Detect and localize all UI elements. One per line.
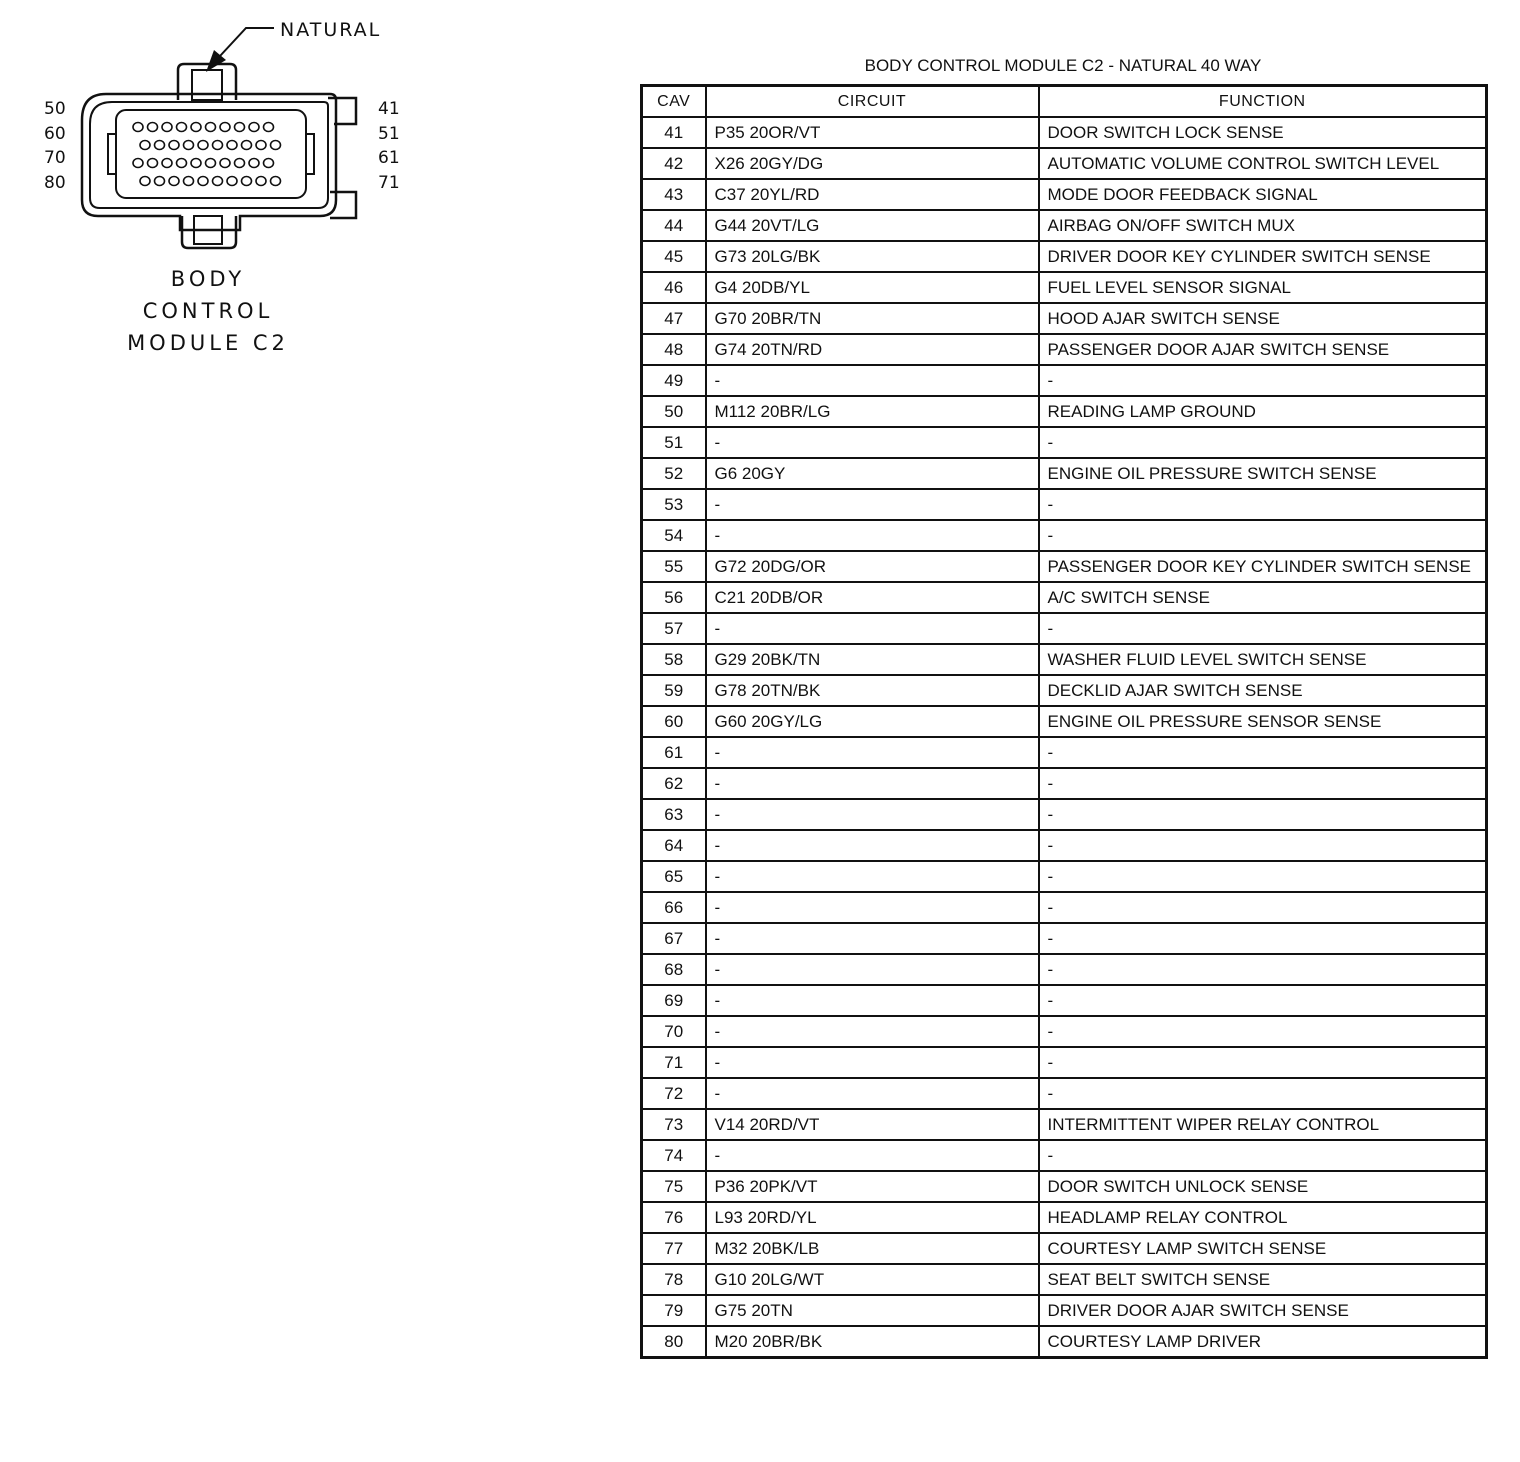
function-cell: COURTESY LAMP DRIVER bbox=[1039, 1326, 1487, 1358]
pin-number-50: 50 bbox=[44, 99, 66, 119]
function-cell: MODE DOOR FEEDBACK SIGNAL bbox=[1039, 179, 1487, 210]
pin-number-51: 51 bbox=[378, 124, 400, 144]
connector-diagram bbox=[30, 10, 410, 360]
table-row bbox=[642, 706, 1487, 737]
function-cell: DOOR SWITCH LOCK SENSE bbox=[1039, 117, 1487, 148]
header-cav: CAV bbox=[642, 86, 706, 118]
pinout-table-body bbox=[642, 117, 1487, 1358]
header-circuit: CIRCUIT bbox=[706, 86, 1039, 118]
pin-cavity bbox=[271, 177, 281, 186]
circuit-cell: - bbox=[706, 520, 1039, 551]
cavity-cell: 61 bbox=[642, 737, 706, 768]
pin-cavity bbox=[169, 177, 179, 186]
table-row bbox=[642, 613, 1487, 644]
circuit-cell: G29 20BK/TN bbox=[706, 644, 1039, 675]
table-row bbox=[642, 1295, 1487, 1326]
cavity-cell: 55 bbox=[642, 551, 706, 582]
function-cell: DOOR SWITCH UNLOCK SENSE bbox=[1039, 1171, 1487, 1202]
pin-face-right-key bbox=[306, 134, 314, 174]
pin-cavity bbox=[213, 177, 223, 186]
circuit-cell: - bbox=[706, 768, 1039, 799]
table-row bbox=[642, 117, 1487, 148]
connector-name-line-2: CONTROL bbox=[142, 299, 274, 323]
table-row bbox=[642, 1326, 1487, 1358]
table-row bbox=[642, 954, 1487, 985]
connector-name bbox=[127, 267, 289, 355]
cavity-cell: 41 bbox=[642, 117, 706, 148]
pin-number-61: 61 bbox=[378, 148, 400, 168]
function-cell: - bbox=[1039, 892, 1487, 923]
cavity-cell: 53 bbox=[642, 489, 706, 520]
circuit-cell: - bbox=[706, 1047, 1039, 1078]
pin-cavity bbox=[242, 141, 252, 150]
function-cell: - bbox=[1039, 520, 1487, 551]
table-row bbox=[642, 489, 1487, 520]
cavity-cell: 49 bbox=[642, 365, 706, 396]
table-row bbox=[642, 1233, 1487, 1264]
cavity-cell: 59 bbox=[642, 675, 706, 706]
cavity-cell: 51 bbox=[642, 427, 706, 458]
circuit-cell: G44 20VT/LG bbox=[706, 210, 1039, 241]
circuit-cell: G6 20GY bbox=[706, 458, 1039, 489]
cavity-cell: 47 bbox=[642, 303, 706, 334]
table-title: BODY CONTROL MODULE C2 - NATURAL 40 WAY bbox=[864, 56, 1262, 75]
table-row bbox=[642, 520, 1487, 551]
cavity-cell: 43 bbox=[642, 179, 706, 210]
function-cell: COURTESY LAMP SWITCH SENSE bbox=[1039, 1233, 1487, 1264]
pin-cavity bbox=[249, 159, 259, 168]
table-row bbox=[642, 1171, 1487, 1202]
pin-number-41: 41 bbox=[378, 99, 400, 119]
table-row bbox=[642, 1202, 1487, 1233]
function-cell: - bbox=[1039, 365, 1487, 396]
circuit-cell: - bbox=[706, 613, 1039, 644]
function-cell: AIRBAG ON/OFF SWITCH MUX bbox=[1039, 210, 1487, 241]
pin-number-71: 71 bbox=[378, 173, 400, 193]
table-row bbox=[642, 365, 1487, 396]
pin-cavity bbox=[242, 177, 252, 186]
circuit-cell: - bbox=[706, 892, 1039, 923]
circuit-cell: M32 20BK/LB bbox=[706, 1233, 1039, 1264]
pin-cavity bbox=[155, 141, 165, 150]
function-cell: - bbox=[1039, 1078, 1487, 1109]
table-row bbox=[642, 1047, 1487, 1078]
cavity-cell: 65 bbox=[642, 861, 706, 892]
cavity-cell: 70 bbox=[642, 1016, 706, 1047]
circuit-cell: G70 20BR/TN bbox=[706, 303, 1039, 334]
connector-housing-inner bbox=[90, 102, 328, 208]
circuit-cell: G4 20DB/YL bbox=[706, 272, 1039, 303]
cavity-cell: 71 bbox=[642, 1047, 706, 1078]
circuit-cell: - bbox=[706, 427, 1039, 458]
pin-cavity bbox=[227, 141, 237, 150]
circuit-cell: C37 20YL/RD bbox=[706, 179, 1039, 210]
cavity-cell: 57 bbox=[642, 613, 706, 644]
pin-cavity bbox=[206, 159, 216, 168]
table-row bbox=[642, 923, 1487, 954]
table-row bbox=[642, 210, 1487, 241]
cavity-cell: 42 bbox=[642, 148, 706, 179]
cavity-cell: 62 bbox=[642, 768, 706, 799]
circuit-cell: - bbox=[706, 1016, 1039, 1047]
function-cell: WASHER FLUID LEVEL SWITCH SENSE bbox=[1039, 644, 1487, 675]
pin-cavity bbox=[227, 177, 237, 186]
function-cell: - bbox=[1039, 1047, 1487, 1078]
table-row bbox=[642, 1140, 1487, 1171]
callout-leader bbox=[220, 28, 274, 56]
pin-cavity bbox=[249, 123, 259, 132]
function-cell: HOOD AJAR SWITCH SENSE bbox=[1039, 303, 1487, 334]
circuit-cell: - bbox=[706, 954, 1039, 985]
cavity-cell: 48 bbox=[642, 334, 706, 365]
pin-cavity bbox=[206, 123, 216, 132]
cavity-cell: 76 bbox=[642, 1202, 706, 1233]
pin-cavity bbox=[133, 159, 143, 168]
function-cell: FUEL LEVEL SENSOR SIGNAL bbox=[1039, 272, 1487, 303]
circuit-cell: G60 20GY/LG bbox=[706, 706, 1039, 737]
function-cell: - bbox=[1039, 427, 1487, 458]
function-cell: - bbox=[1039, 799, 1487, 830]
cavity-cell: 79 bbox=[642, 1295, 706, 1326]
function-cell: - bbox=[1039, 1140, 1487, 1171]
circuit-cell: P36 20PK/VT bbox=[706, 1171, 1039, 1202]
table-row bbox=[642, 985, 1487, 1016]
pin-cavity bbox=[235, 159, 245, 168]
circuit-cell: L93 20RD/YL bbox=[706, 1202, 1039, 1233]
function-cell: PASSENGER DOOR KEY CYLINDER SWITCH SENSE bbox=[1039, 551, 1487, 582]
function-cell: - bbox=[1039, 923, 1487, 954]
function-cell: HEADLAMP RELAY CONTROL bbox=[1039, 1202, 1487, 1233]
table-row bbox=[642, 675, 1487, 706]
cavity-cell: 80 bbox=[642, 1326, 706, 1358]
table-row bbox=[642, 768, 1487, 799]
pin-cavity bbox=[140, 141, 150, 150]
table-row bbox=[642, 1264, 1487, 1295]
pin-cavity bbox=[198, 141, 208, 150]
table-row bbox=[642, 427, 1487, 458]
connector-name-line-1: BODY bbox=[170, 267, 246, 291]
pin-cavity bbox=[256, 177, 266, 186]
function-cell: AUTOMATIC VOLUME CONTROL SWITCH LEVEL bbox=[1039, 148, 1487, 179]
table-row bbox=[642, 148, 1487, 179]
circuit-cell: C21 20DB/OR bbox=[706, 582, 1039, 613]
pin-cavity bbox=[220, 123, 230, 132]
circuit-cell: - bbox=[706, 489, 1039, 520]
circuit-cell: - bbox=[706, 799, 1039, 830]
function-cell: - bbox=[1039, 985, 1487, 1016]
connector-name-line-3: MODULE C2 bbox=[127, 331, 289, 355]
table-row bbox=[642, 1016, 1487, 1047]
table-row bbox=[642, 179, 1487, 210]
circuit-cell: V14 20RD/VT bbox=[706, 1109, 1039, 1140]
pinout-table bbox=[640, 84, 1488, 1359]
left-pin-numbers bbox=[44, 99, 66, 193]
circuit-cell: - bbox=[706, 861, 1039, 892]
pin-cavity bbox=[177, 123, 187, 132]
table-row bbox=[642, 861, 1487, 892]
pin-number-80: 80 bbox=[44, 173, 66, 193]
function-cell: ENGINE OIL PRESSURE SWITCH SENSE bbox=[1039, 458, 1487, 489]
pin-face-left-key bbox=[108, 134, 116, 174]
function-cell: DRIVER DOOR AJAR SWITCH SENSE bbox=[1039, 1295, 1487, 1326]
circuit-cell: M112 20BR/LG bbox=[706, 396, 1039, 427]
cavity-cell: 72 bbox=[642, 1078, 706, 1109]
cavity-cell: 66 bbox=[642, 892, 706, 923]
cavity-cell: 64 bbox=[642, 830, 706, 861]
pin-cavity bbox=[271, 141, 281, 150]
function-cell: - bbox=[1039, 613, 1487, 644]
table-row bbox=[642, 830, 1487, 861]
pin-cavity bbox=[177, 159, 187, 168]
cavity-cell: 60 bbox=[642, 706, 706, 737]
pin-cavity bbox=[148, 123, 158, 132]
pin-cavity-grid bbox=[133, 123, 281, 186]
circuit-cell: G74 20TN/RD bbox=[706, 334, 1039, 365]
table-row bbox=[642, 396, 1487, 427]
connector-housing-outer bbox=[82, 94, 336, 230]
pin-cavity bbox=[162, 159, 172, 168]
circuit-cell: G10 20LG/WT bbox=[706, 1264, 1039, 1295]
table-row bbox=[642, 551, 1487, 582]
pin-cavity bbox=[256, 141, 266, 150]
function-cell: SEAT BELT SWITCH SENSE bbox=[1039, 1264, 1487, 1295]
circuit-cell: - bbox=[706, 737, 1039, 768]
cavity-cell: 54 bbox=[642, 520, 706, 551]
cavity-cell: 63 bbox=[642, 799, 706, 830]
pin-cavity bbox=[148, 159, 158, 168]
table-row bbox=[642, 272, 1487, 303]
circuit-cell: M20 20BR/BK bbox=[706, 1326, 1039, 1358]
function-cell: DRIVER DOOR KEY CYLINDER SWITCH SENSE bbox=[1039, 241, 1487, 272]
function-cell: - bbox=[1039, 737, 1487, 768]
circuit-cell: P35 20OR/VT bbox=[706, 117, 1039, 148]
function-cell: A/C SWITCH SENSE bbox=[1039, 582, 1487, 613]
function-cell: DECKLID AJAR SWITCH SENSE bbox=[1039, 675, 1487, 706]
circuit-cell: - bbox=[706, 1078, 1039, 1109]
right-tab-lower bbox=[330, 192, 356, 218]
circuit-cell: - bbox=[706, 985, 1039, 1016]
right-tab-upper bbox=[328, 98, 356, 124]
circuit-cell: G75 20TN bbox=[706, 1295, 1039, 1326]
circuit-cell: G72 20DG/OR bbox=[706, 551, 1039, 582]
table-row bbox=[642, 582, 1487, 613]
cavity-cell: 78 bbox=[642, 1264, 706, 1295]
table-row bbox=[642, 644, 1487, 675]
circuit-cell: - bbox=[706, 923, 1039, 954]
pin-cavity bbox=[264, 159, 274, 168]
cavity-cell: 44 bbox=[642, 210, 706, 241]
function-cell: PASSENGER DOOR AJAR SWITCH SENSE bbox=[1039, 334, 1487, 365]
pin-cavity bbox=[140, 177, 150, 186]
function-cell: - bbox=[1039, 489, 1487, 520]
circuit-cell: - bbox=[706, 830, 1039, 861]
header-function: FUNCTION bbox=[1039, 86, 1487, 118]
table-row bbox=[642, 799, 1487, 830]
circuit-cell: G73 20LG/BK bbox=[706, 241, 1039, 272]
circuit-cell: - bbox=[706, 1140, 1039, 1171]
circuit-cell: X26 20GY/DG bbox=[706, 148, 1039, 179]
cavity-cell: 67 bbox=[642, 923, 706, 954]
table-row bbox=[642, 458, 1487, 489]
pin-cavity bbox=[220, 159, 230, 168]
pin-cavity bbox=[169, 141, 179, 150]
cavity-cell: 74 bbox=[642, 1140, 706, 1171]
pin-cavity bbox=[184, 141, 194, 150]
pin-cavity bbox=[198, 177, 208, 186]
pin-cavity bbox=[264, 123, 274, 132]
cavity-cell: 50 bbox=[642, 396, 706, 427]
table-row bbox=[642, 1109, 1487, 1140]
table-header-row bbox=[642, 86, 1487, 118]
cavity-cell: 45 bbox=[642, 241, 706, 272]
function-cell: READING LAMP GROUND bbox=[1039, 396, 1487, 427]
cavity-cell: 46 bbox=[642, 272, 706, 303]
function-cell: INTERMITTENT WIPER RELAY CONTROL bbox=[1039, 1109, 1487, 1140]
pin-cavity bbox=[191, 159, 201, 168]
function-cell: - bbox=[1039, 1016, 1487, 1047]
pin-cavity bbox=[184, 177, 194, 186]
function-cell: - bbox=[1039, 954, 1487, 985]
circuit-cell: G78 20TN/BK bbox=[706, 675, 1039, 706]
cavity-cell: 75 bbox=[642, 1171, 706, 1202]
cavity-cell: 56 bbox=[642, 582, 706, 613]
cavity-cell: 52 bbox=[642, 458, 706, 489]
table-row bbox=[642, 737, 1487, 768]
function-cell: - bbox=[1039, 768, 1487, 799]
cavity-cell: 73 bbox=[642, 1109, 706, 1140]
pin-cavity bbox=[213, 141, 223, 150]
function-cell: ENGINE OIL PRESSURE SENSOR SENSE bbox=[1039, 706, 1487, 737]
table-row bbox=[642, 303, 1487, 334]
function-cell: - bbox=[1039, 830, 1487, 861]
table-row bbox=[642, 334, 1487, 365]
top-latch-inner bbox=[192, 70, 222, 100]
pin-cavity bbox=[191, 123, 201, 132]
function-cell: - bbox=[1039, 861, 1487, 892]
pin-cavity bbox=[235, 123, 245, 132]
cavity-cell: 77 bbox=[642, 1233, 706, 1264]
pin-cavity bbox=[155, 177, 165, 186]
cavity-cell: 68 bbox=[642, 954, 706, 985]
pin-number-60: 60 bbox=[44, 124, 66, 144]
right-pin-numbers bbox=[378, 99, 400, 193]
cavity-cell: 58 bbox=[642, 644, 706, 675]
table-row bbox=[642, 1078, 1487, 1109]
table-row bbox=[642, 892, 1487, 923]
connector-color-label: NATURAL bbox=[280, 19, 382, 41]
pin-number-70: 70 bbox=[44, 148, 66, 168]
cavity-cell: 69 bbox=[642, 985, 706, 1016]
pin-cavity bbox=[133, 123, 143, 132]
pin-cavity bbox=[162, 123, 172, 132]
circuit-cell: - bbox=[706, 365, 1039, 396]
table-row bbox=[642, 241, 1487, 272]
